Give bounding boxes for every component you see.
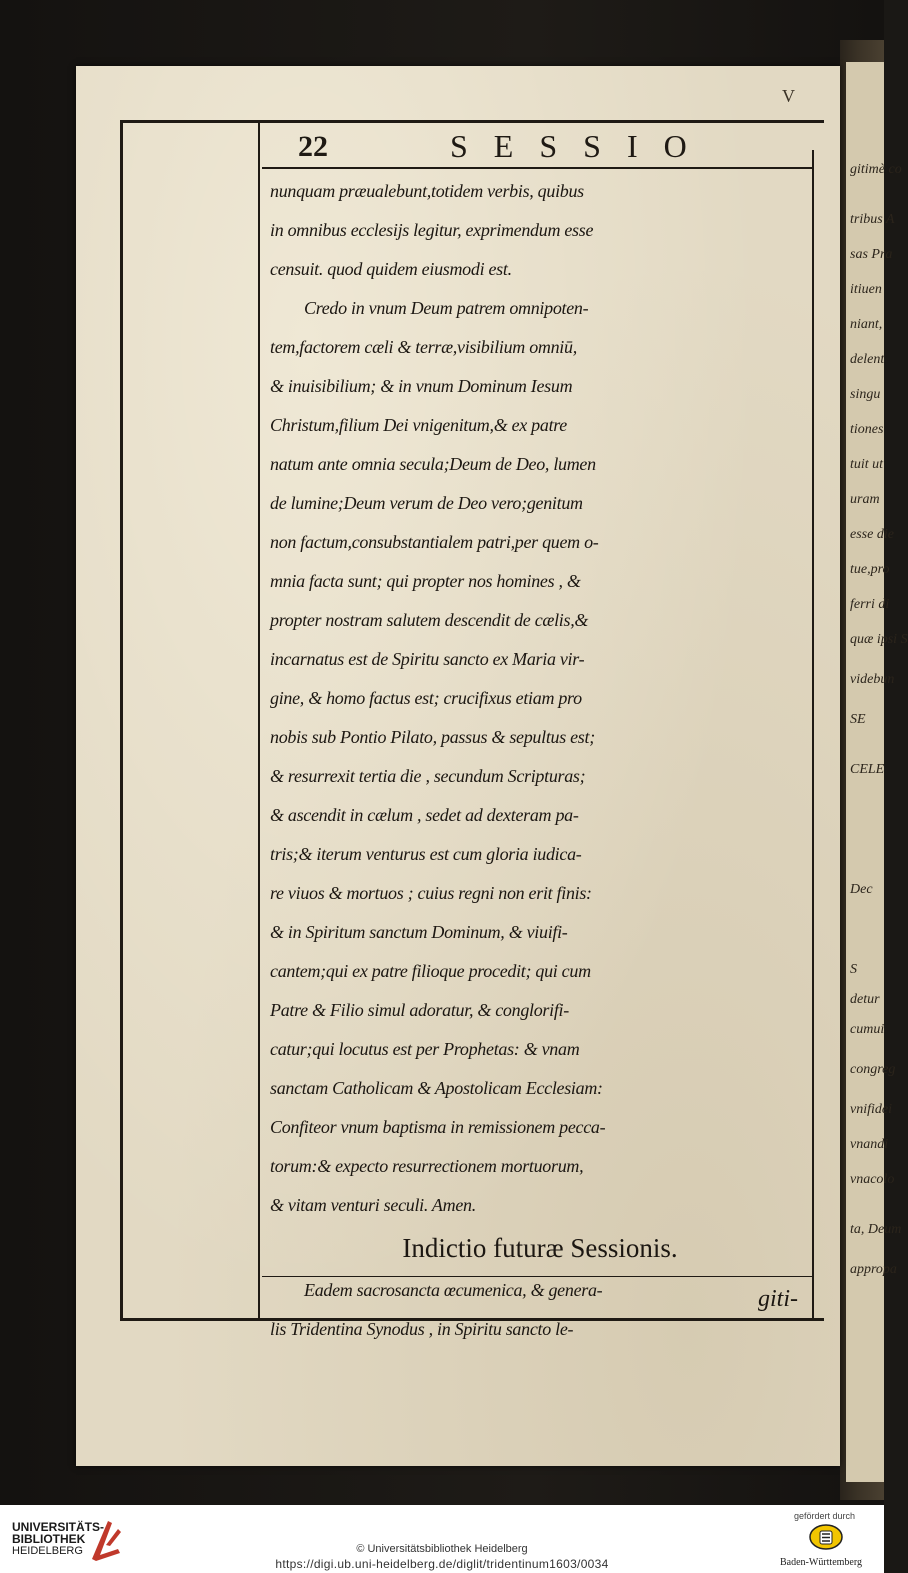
library-line: UNIVERSITÄTS- bbox=[12, 1520, 105, 1534]
permalink-url[interactable]: https://digi.ub.uni-heidelberg.de/diglit/tridentinum1603/0034 bbox=[275, 1557, 609, 1571]
copyright-notice: © Universitätsbibliothek Heidelberg bbox=[356, 1543, 528, 1555]
margin-rule bbox=[258, 122, 260, 1318]
text-line: & ascendit in cælum , sedet ad dexteram pa- bbox=[270, 805, 579, 825]
adjacent-page-edge bbox=[846, 62, 908, 1482]
baden-wuerttemberg-logo-icon bbox=[808, 1523, 844, 1551]
adjacent-page-fragment: singu bbox=[850, 387, 881, 402]
text-line: de lumine;Deum verum de Deo vero;genitum bbox=[270, 493, 583, 513]
adjacent-page-fragment: cumui bbox=[850, 1022, 885, 1037]
text-line: nobis sub Pontio Pilato, passus & sepultus est; bbox=[270, 727, 595, 747]
frame-rule-right bbox=[812, 150, 814, 1318]
text-line: propter nostram salutem descendit de cælis,& bbox=[270, 610, 589, 630]
adjacent-page-fragment: sas Pra bbox=[850, 247, 893, 262]
text-line: tem,factorem cæli & terræ,visibilium omniū, bbox=[270, 337, 577, 357]
funded-by-label: gefördert durch bbox=[794, 1511, 856, 1521]
adjacent-page-fragment: detur bbox=[850, 992, 880, 1007]
adjacent-page-fragment: itiuen bbox=[850, 282, 882, 297]
text-line: & resurrexit tertia die , secundum Scripturas; bbox=[270, 766, 586, 786]
adjacent-page-fragment: quæ ipsi S bbox=[850, 632, 908, 647]
text-line: catur;qui locutus est per Prophetas: & vnam bbox=[270, 1039, 580, 1059]
adjacent-page-fragment: ta, Deum bbox=[850, 1222, 902, 1237]
text-line: Confiteor vnum baptisma in remissionem pecca- bbox=[270, 1117, 606, 1137]
text-line: gine, & homo factus est; crucifixus etiam pro bbox=[270, 688, 582, 708]
text-block-creed bbox=[270, 172, 810, 1225]
text-line: & vitam venturi seculi. Amen. bbox=[270, 1195, 476, 1215]
library-line: BIBLIOTHEK bbox=[12, 1532, 86, 1546]
adjacent-page-fragment: vnifidei bbox=[850, 1102, 892, 1117]
adjacent-page-fragment: uram bbox=[850, 492, 880, 507]
adjacent-page-fragment: congreg bbox=[850, 1062, 896, 1077]
adjacent-page-fragment: gitimè co bbox=[850, 162, 902, 177]
frame-rule-top bbox=[120, 120, 824, 123]
text-line: re viuos & mortuos ; cuius regni non erit finis: bbox=[270, 883, 592, 903]
catchword: giti- bbox=[758, 1286, 798, 1312]
running-head bbox=[262, 124, 812, 166]
adjacent-page-fragment: vnandi bbox=[850, 1137, 889, 1152]
university-logo-icon bbox=[88, 1515, 124, 1563]
text-block-indictio bbox=[270, 1271, 810, 1349]
text-line: cantem;qui ex patre filioque procedit; qui cum bbox=[270, 961, 591, 981]
body-text bbox=[270, 172, 810, 1349]
text-line: & inuisibilium; & in vnum Dominum Iesum bbox=[270, 376, 573, 396]
adjacent-page-fragment: Dec bbox=[850, 882, 873, 897]
text-line: incarnatus est de Spiritu sancto ex Maria vir- bbox=[270, 649, 585, 669]
text-line: Patre & Filio simul adoratur, & conglorifi- bbox=[270, 1000, 569, 1020]
adjacent-page-fragment: ferri di bbox=[850, 597, 890, 612]
text-line: censuit. quod quidem eiusmodi est. bbox=[270, 259, 512, 279]
adjacent-page-fragment: tiones bbox=[850, 422, 884, 437]
text-line: natum ante omnia secula;Deum de Deo, lumen bbox=[270, 454, 596, 474]
text-line: nunquam præualebunt,totidem verbis, quibus bbox=[270, 181, 584, 201]
text-line: tris;& iterum venturus est cum gloria iudica- bbox=[270, 844, 582, 864]
adjacent-page-fragment: videbun bbox=[850, 672, 895, 687]
text-line: Eadem sacrosancta œcumenica, & genera- bbox=[304, 1280, 603, 1300]
adjacent-page-fragment: vnacolo bbox=[850, 1172, 895, 1187]
adjacent-page-fragment: CELE bbox=[850, 762, 885, 777]
adjacent-page-fragment: niant, bbox=[850, 317, 883, 332]
section-title: SESSIO bbox=[450, 128, 713, 164]
text-line: non factum,consubstantialem patri,per quem o- bbox=[270, 532, 599, 552]
adjacent-page-fragment: tribus A bbox=[850, 212, 895, 227]
viewer-footer bbox=[0, 1505, 884, 1573]
text-line: Christum,filium Dei vnigenitum,& ex patre bbox=[270, 415, 567, 435]
adjacent-page-fragment: tuit ut bbox=[850, 457, 884, 472]
adjacent-page-fragment: tue,pro bbox=[850, 562, 890, 577]
text-line: in omnibus ecclesijs legitur, exprimendum esse bbox=[270, 220, 594, 240]
text-line: mnia facta sunt; qui propter nos homines , & bbox=[270, 571, 581, 591]
head-rule bbox=[262, 167, 812, 169]
page-number: 22 bbox=[298, 130, 328, 163]
funder-name: Baden-Württemberg bbox=[780, 1557, 863, 1568]
corner-mark: V bbox=[782, 86, 795, 106]
adjacent-page-fragment: S bbox=[850, 962, 857, 977]
text-line: & in Spiritum sanctum Dominum, & viuifi- bbox=[270, 922, 568, 942]
adjacent-page-fragment: delent bbox=[850, 352, 885, 367]
text-line: lis Tridentina Synodus , in Spiritu sancto le- bbox=[270, 1319, 574, 1339]
adjacent-page-fragment: SE bbox=[850, 712, 866, 727]
adjacent-page-fragment: esse die bbox=[850, 527, 894, 542]
section-heading: Indictio futuræ Sessionis. bbox=[402, 1233, 678, 1263]
adjacent-page-fragment: appropa bbox=[850, 1262, 897, 1277]
text-line: sanctam Catholicam & Apostolicam Ecclesiam: bbox=[270, 1078, 603, 1098]
frame-rule-left bbox=[120, 122, 123, 1318]
library-line: HEIDELBERG bbox=[12, 1545, 83, 1557]
text-line: torum:& expecto resurrectionem mortuorum, bbox=[270, 1156, 584, 1176]
text-line: Credo in vnum Deum patrem omnipoten- bbox=[304, 298, 589, 318]
